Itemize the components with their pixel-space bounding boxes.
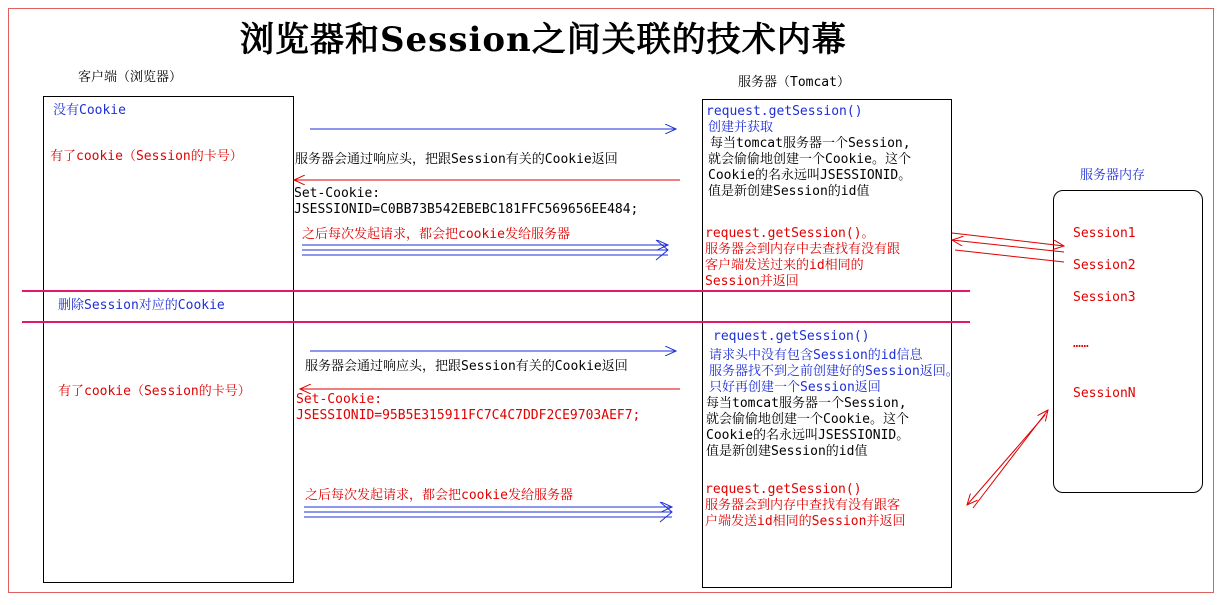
server-b3-sub-3: 只好再创建一个Session返回 (709, 380, 881, 395)
lookup-arrow-1-forward (952, 233, 1064, 246)
server-b3-call: request.getSession() (713, 329, 870, 344)
client-label: 客户端（浏览器） (78, 70, 183, 85)
repeat-request-arrow-1 (302, 240, 668, 260)
server-b3-desc-4: 值是新创建Session的id值 (706, 444, 868, 459)
set-cookie-1-label: Set-Cookie: (294, 186, 381, 201)
server-b2-desc-3: Session并返回 (705, 274, 799, 289)
set-cookie-1-value: JSESSIONID=C0BB73B542EBEBC181FFC569656EE484; (294, 202, 639, 217)
server-b4-desc-2: 户端发送id相同的Session并返回 (705, 514, 906, 529)
after-request-text-2: 之后每次发起请求，都会把cookie发给服务器 (305, 488, 573, 503)
client-has-cookie-2: 有了cookie（Session的卡号） (58, 384, 251, 399)
server-label: 服务器（Tomcat） (738, 75, 850, 90)
lookup-arrow-1-back (952, 240, 1064, 252)
server-b2-call: request.getSession()。 (705, 226, 875, 241)
memory-item-ellipsis: …… (1073, 336, 1089, 351)
server-b4-desc-1: 服务器会到内存中查找有没有跟客 (705, 498, 901, 513)
memory-label: 服务器内存 (1080, 168, 1146, 183)
page-title: 浏览器和Session之间关联的技术内幕 (240, 20, 847, 60)
server-b1-sub: 创建并获取 (708, 120, 774, 135)
memory-item-session2: Session2 (1073, 258, 1136, 273)
lookup-arrow-2-forward (973, 410, 1048, 508)
response-text-2: 服务器会通过响应头，把跟Session有关的Cookie返回 (305, 359, 628, 374)
server-b3-desc-3: Cookie的名永远叫JSESSIONID。 (706, 428, 910, 443)
memory-item-sessionN: SessionN (1073, 386, 1136, 401)
server-b3-desc-1: 每当tomcat服务器一个Session, (706, 396, 907, 411)
server-b1-desc-1: 每当tomcat服务器一个Session, (710, 136, 911, 151)
server-b2-desc-1: 服务器会到内存中去查找有没有跟 (705, 242, 901, 257)
server-b3-desc-2: 就会偷偷地创建一个Cookie。这个 (706, 412, 909, 427)
server-b1-desc-4: 值是新创建Session的id值 (708, 184, 870, 199)
lookup-arrow-1-diag (955, 250, 1064, 262)
repeat-request-arrow-2 (304, 502, 672, 522)
memory-item-session1: Session1 (1073, 226, 1136, 241)
server-b3-sub-2: 服务器找不到之前创建好的Session返回。 (709, 364, 959, 379)
set-cookie-2-value: JSESSIONID=95B5E315911FC7C4C7DDF2CE9703AEF7; (296, 408, 641, 423)
after-request-text-1: 之后每次发起请求，都会把cookie发给服务器 (302, 227, 570, 242)
client-has-cookie-1: 有了cookie（Session的卡号） (50, 149, 243, 164)
client-delete-cookie: 删除Session对应的Cookie (58, 298, 225, 313)
server-b1-desc-3: Cookie的名永远叫JSESSIONID。 (708, 168, 912, 183)
server-b2-desc-2: 客户端发送过来的id相同的 (705, 258, 864, 273)
server-b1-desc-2: 就会偷偷地创建一个Cookie。这个 (708, 152, 911, 167)
server-b1-call: request.getSession() (706, 104, 863, 119)
memory-item-session3: Session3 (1073, 290, 1136, 305)
server-b3-sub-1: 请求头中没有包含Session的id信息 (709, 348, 923, 363)
client-no-cookie: 没有Cookie (53, 103, 126, 118)
set-cookie-2-label: Set-Cookie: (296, 392, 383, 407)
server-b4-call: request.getSession() (705, 482, 862, 497)
response-text-1: 服务器会通过响应头，把跟Session有关的Cookie返回 (295, 152, 618, 167)
